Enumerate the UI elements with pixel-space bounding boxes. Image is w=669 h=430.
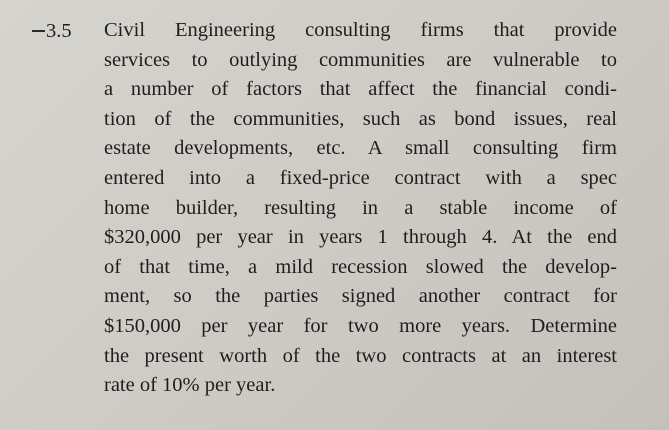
problem-marker-dash (32, 30, 45, 32)
problem-number-label: 3.5 (46, 20, 72, 42)
problem-text-line: home builder, resulting in a stable income of (104, 196, 617, 219)
problem-text-line: entered into a fixed-price contract with a spec (104, 166, 617, 189)
problem-text (104, 16, 617, 401)
problem-number (32, 16, 72, 46)
problem-text-line: tion of the communities, such as bond issues, real (104, 107, 617, 130)
problem-text-line: estate developments, etc. A small consulting firm (104, 137, 617, 160)
problem-text-line: Civil Engineering consulting firms that provide (104, 19, 617, 41)
problem-text-line: $320,000 per year in years 1 through 4. At the end (104, 226, 617, 249)
problem-text-line: services to outlying communities are vulnerable to (104, 48, 617, 71)
problem-text-line: a number of factors that affect the financial condi- (104, 78, 617, 101)
problem-text-line: of that time, a mild recession slowed the develop- (104, 255, 617, 278)
problem-text-line: the present worth of the two contracts at an interest (104, 344, 617, 367)
problem-text-line: rate of 10% per year. (104, 374, 276, 397)
problem-text-line: $150,000 per year for two more years. Determine (104, 314, 617, 337)
problem-text-line: ment, so the parties signed another contract for (104, 285, 617, 308)
